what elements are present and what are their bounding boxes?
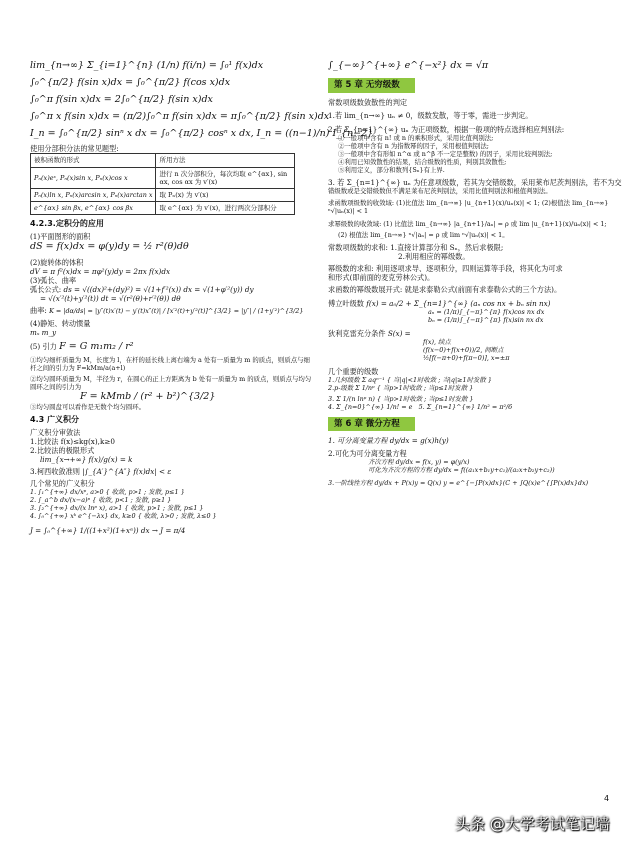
homogeneous-eq: 齐次方程 dy/dx = f(x, y) = φ(y/x) [368, 458, 470, 467]
volume-formula: dV = π f²(x)dx = πφ²(y)dy = 2πx f(x)dx [30, 266, 171, 276]
power-series-sum: 幂级数的求和: 利用逐项求导、逐项积分，四则运算等手段，将其化为可求 [328, 263, 563, 273]
dirichlet-block [328, 329, 613, 362]
watermark: 头条 @大学考试笔记墙 [455, 815, 610, 833]
arc-title: (3)弧长、曲率 [30, 275, 77, 285]
constant-series-sum-2: 2.利用相应的幂级数。 [398, 251, 470, 261]
gravity-note-ring: ②均匀圆环质量为 M，半径为 r，在圆心的正上方距离为 b 处有一质量为 m 的质点，则质点与均匀圆环之间的引力为 [30, 374, 312, 391]
formula-sin-cos-symmetry: ∫₀^{π/2} f(sin x)dx = ∫₀^{π/2} f(cos x)dx [30, 76, 231, 88]
area-title: (1)平面图形的面积 [30, 232, 91, 241]
list-item: ①一般项中含有 n! 或 n 的乘积形式，采用比值判别法; [338, 133, 494, 142]
log-series: 3. Σ 1/(n lnᵖ n) { 当p>1时收敛 ; 当p≤1时发散 } [328, 394, 474, 403]
series-rule-3: 3. 若 Σ_{n=1}^{∞} uₙ 为任意项级数，若其为交错级数，采用莱布尼茨判别法，若不为交 [328, 177, 622, 187]
separable-eq: 1. 可分离变量方程 dy/dx = g(x)h(y) [328, 436, 449, 446]
gravity-note-disk: ③均匀圆盘可以看作是无数个均匀圆环。 [30, 402, 146, 411]
table-row [31, 201, 295, 214]
table-cell: 进行 n 次分部积分，每次均取 e^{αx}, sin αx, cos αx 为 v′(x) [156, 167, 295, 188]
table-header-row [31, 154, 295, 167]
gravity-label: (5) 引力 [30, 341, 57, 351]
parts-table [30, 153, 295, 215]
common-integral: 2. ∫_a^b dx/(x−a)ᵖ { 收敛, p<1 ; 发散, p≥1 } [30, 495, 172, 504]
table-cell: Pₙ(x)ln x, Pₙ(x)arcsin x, Pₙ(x)arctan x [31, 188, 156, 201]
fourier-b: bₙ = (1/π)∫_{−π}^{π} f(x)sin nx dx [428, 315, 544, 324]
improper-cauchy-formula: |∫_{A′}^{A″} f(x)dx| < ε [82, 466, 172, 476]
table-cell: 取 e^{αx} 为 v′(x)，进行两次分部积分 [156, 201, 295, 214]
gravity-formula: F = G m₁m₂ / r² [59, 340, 134, 352]
area-formula: dS = f(x)dx = φ(y)dy = ½ r²(θ)dθ [30, 241, 189, 252]
right-column [328, 60, 622, 488]
formula-sin-half-period: ∫₀^π f(sin x)dx = 2∫₀^{π/2} f(sin x)dx [30, 93, 213, 105]
chapter-5-subtitle: 常数项级数敛散性的判定 [328, 97, 408, 107]
common-integrals-title: 几个常见的广义积分 [30, 478, 95, 488]
formula-riemann-limit: lim_{n→∞} Σ_{i=1}^{n} (1/n) f(i/n) = ∫₀¹ f(x)dx [30, 60, 264, 71]
e-series: 4. Σ_{n=0}^{∞} 1/n! = e [328, 402, 413, 411]
list-item: ④利用已知敛散性的结果，结合级数的性质，判别其敛散性; [338, 157, 507, 166]
fourier-formula: f(x) = a₀/2 + Σ_{n=1}^{∞} (aₙ cos nx + bₙ sin nx) [366, 298, 551, 308]
dirichlet-s: S(x) = [387, 328, 411, 338]
table-cell: Pₙ(x)eˣ, Pₙ(x)sin x, Pₙ(x)cos x [31, 167, 156, 188]
function-series-domain: 求函数项级数的收敛域: (1)比值法 lim_{n→∞} |u_{n+1}(x)/uₙ(x)| < 1; (2)根值法 lim_{n→∞} ⁿ√|uₙ(x)| < 1 [328, 198, 609, 215]
table-row [31, 167, 295, 188]
table-row [31, 188, 295, 201]
arc-formula: ds = √((dx)²+(dy)²) = √(1+f′²(x)) dx = √(1+φ′²(y)) dy [63, 284, 254, 294]
improper-limit-form: 2.比较法的极限形式 [30, 445, 95, 455]
series-rule-2: 2.若 Σ_{n=1}^{∞} uₙ 为正项级数，根据一般项的特点选择相应判别法: [328, 124, 565, 134]
improper-compare: 1.比较法 f(x)≤kg(x),k≥0 [30, 436, 115, 446]
curvature-label: 曲率: [30, 305, 47, 315]
p-series: 2.p-级数 Σ 1/nᵖ { 当p>1时收敛 ; 当p≤1时发散 } [328, 383, 474, 392]
parts-title: 使用分部积分法的常见题型: [30, 144, 119, 154]
power-series-expansion: 求函数的幂级数展开式: 就是求泰勒公式(前面有求泰勒公式的三个方法)。 [328, 284, 562, 294]
list-item: ③一般项中含有形如 n^α 或 n^β 不一定是整数) 的因子，采用比较判别法; [338, 149, 553, 158]
page-number: 4 [604, 794, 610, 803]
arc-formula-continued: = √(x′²(t)+y′²(t)) dt = √(r²(θ)+r′²(θ)) dθ [40, 293, 181, 303]
section-heading-4-2-3: 4.2.3.定积分的应用 [30, 219, 104, 228]
reducible-eq-title: 2.可化为可分离变量方程 [328, 449, 407, 459]
table-header-cell: 所用方法 [156, 154, 295, 167]
formula-wallis: I_n = ∫₀^{π/2} sinⁿ x dx = ∫₀^{π/2} cosⁿ x dx, I_n = ((n−1)/n) I_{n−2} [30, 127, 374, 139]
last-integral-formula: J = ∫₀^{+∞} 1/((1+x²)(1+xᵅ)) dx → J = π/4 [30, 525, 186, 535]
dirichlet-case-2: (f(x−0)+f(x+0))/2, 间断点 [423, 345, 504, 354]
gravity-ring-formula: F = kMmb / (r² + b²)^{3/2} [80, 390, 216, 402]
fourier-label: 傅立叶级数 [328, 298, 364, 308]
reducible-homogeneous-eq: 可化为齐次方程的方程 dy/dx = f((a₁x+b₁y+c₁)/(a₂x+b₂y+c₂)) [368, 466, 555, 475]
dirichlet-label: 狄利克雷充分条件 [328, 328, 386, 338]
fourier-block [328, 299, 613, 324]
table-header-cell: 被积函数的形式 [31, 154, 156, 167]
rule-2-list [328, 134, 613, 174]
improper-cauchy: 3.柯西收敛准则 [30, 466, 80, 476]
gaussian-integral: ∫_{−∞}^{+∞} e^{−x²} dx = √π [328, 60, 489, 71]
fourier-a: aₙ = (1/π)∫_{−π}^{π} f(x)cos nx dx [428, 307, 545, 316]
series-title: 几个重要的级数 [328, 366, 379, 376]
dirichlet-case-3: ½[f(−π+0)+f(π−0)], x=±π [423, 353, 510, 362]
constant-series-sum: 常数项级数的求和: 1.直接计算部分和 Sₙ，然后求极限; [328, 242, 504, 252]
improper-limit-formula: lim_{x→+∞} f(x)/g(x) = k [40, 454, 133, 464]
geometric-series: 1.几何级数 Σ aqⁿ⁻¹ { 当|q|<1时收敛 ; 当|q|≥1时发散 } [328, 375, 492, 384]
chapter-6-heading: 第 6 章 微分方程 [328, 417, 415, 432]
common-integral: 3. ∫₂^{+∞} dx/(x lnᵖ x), a>1 { 收敛, p>1 ; 发散, p≤1 } [30, 503, 204, 512]
list-item: ⑤利用定义，部分和数列{Sₙ}有上界. [338, 165, 445, 174]
improper-subtitle: 广义积分审敛法 [30, 427, 81, 437]
gravity-note-rod: ①均匀细杆质量为 M，长度为 l，在杆的延长线上离右端为 a 处有一质量为 m 的质点，则质点与细杆之间的引力为 F=kMm/a(a+l) [30, 355, 310, 372]
chapter-5-heading: 第 5 章 无穷级数 [328, 78, 415, 93]
linear-first-order-eq: 3.一阶线性方程 dy/dx + P(x)y = Q(x) y = e^{−∫P(x)dx}(C + ∫Q(x)e^{∫P(x)dx}dx) [328, 479, 589, 488]
common-integral: 1. ∫₁^{+∞} dx/xᵖ, a>0 { 收敛, p>1 ; 发散, p≤1 } [30, 487, 185, 496]
common-integral: 4. ∫₀^{+∞} xᵏ e^{−λx} dx, k≥0 { 收敛, λ>0 ; 发散, λ≤0 } [30, 511, 217, 520]
power-series-ratio: 求幂级数的收敛域: (1) 比值法 lim_{n→∞} |a_{n+1}/aₙ| = ρ 或 lim |u_{n+1}(x)/uₙ(x)| < 1; [328, 219, 607, 228]
power-series-sum-2: 和形式(即前面的麦克劳林公式)。 [328, 272, 435, 282]
formula-x-f-sin: ∫₀^π x f(sin x)dx = (π/2)∫₀^π f(sin x)dx = π∫₀^{π/2} f(sin x)dx [30, 110, 330, 122]
curvature-formula: K = |dα/ds| = |y″(t)x′(t) − y′(t)x″(t)| / [x′²(t)+y′²(t)]^{3/2} = |y″| / (1+y′²)^{3/2} [49, 306, 304, 315]
dirichlet-case-1: f(x), 续点 [423, 337, 451, 346]
power-series-root: (2) 根值法 lim_{n→∞} ⁿ√|aₙ| = ρ 或 lim ⁿ√|uₙ(x)| < 1。 [338, 230, 509, 239]
table-cell: 取 Pₙ(x) 为 v′(x) [156, 188, 295, 201]
volume-title: (2)旋转体的体积 [30, 257, 84, 267]
table-cell: e^{αx} sin βx, e^{αx} cos βx [31, 201, 156, 214]
list-item: ②一般项中含有 n 为指数幂的因子，采用根值判别法; [338, 141, 489, 150]
static-symbols: mₓ m_y [30, 327, 57, 337]
static-title: (4)静矩、转动惯量 [30, 318, 91, 328]
series-rule-3-cont: 错级数或是交错级数但不满足莱布尼茨判别法，采用比值判别法和根值判别法。 [328, 186, 552, 195]
section-heading-4-3: 4.3 广义积分 [30, 414, 79, 424]
basel-series: 5. Σ_{n=1}^{∞} 1/n² = π²/6 [418, 402, 513, 411]
arc-label: 弧长公式: [30, 284, 62, 294]
series-rule-1: 1.若 lim_{n→∞} uₙ ≠ 0，级数发散，等于零，需进一步判定。 [328, 110, 533, 120]
